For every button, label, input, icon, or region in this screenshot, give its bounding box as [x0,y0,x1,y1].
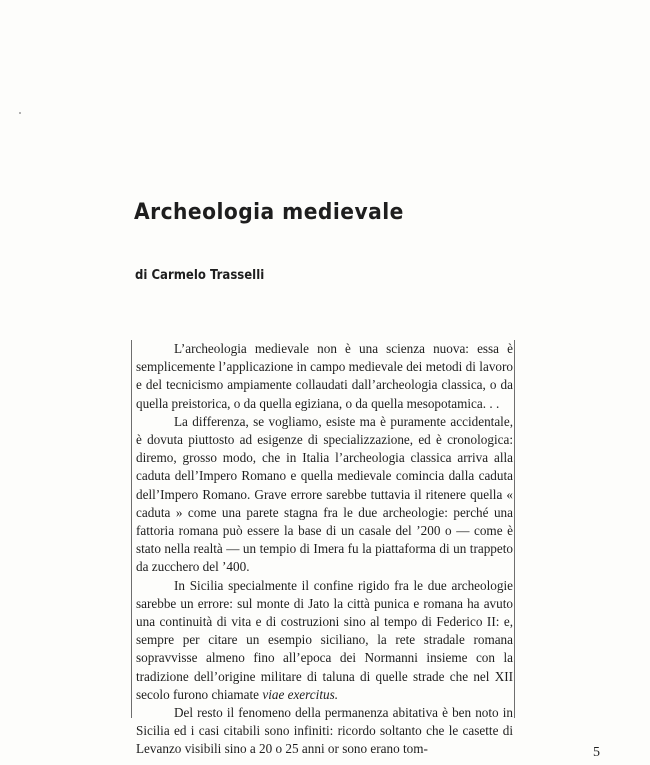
paragraph-3-italic: viae exercitus. [262,686,339,702]
scan-speck [19,112,21,114]
paragraph-4: Del resto il fenomeno della permanenza abitativa è ben noto in Sicilia ed i casi citabili sono infiniti: ricordo soltanto che le casette di Levanzo visibili sino a 20 o 25 anni or sono erano tom- [136,705,513,757]
paragraph-2: La differenza, se vogliamo, esiste ma è puramente accidentale, è dovuta piuttosto ad esigenze di specializzazione, ed è cronologica: diremo, grosso modo, che in Italia l’archeologia classica arriva alla caduta dell’Impero Romano e quella medievale comincia dalla caduta dell’Impero Romano. Grave errore sarebbe tuttavia il ritenere quella « caduta » come una parete stagna fra le due archeologie: perché una fattoria romana può essere la base di un casale del ’200 o — come è stato nella realtà — un tempio di Imera fu la piattaforma di un trappeto da zucchero del ’400. [136,413,513,575]
article-text-box [131,340,515,757]
page-number: 5 [593,745,600,760]
paragraph-3-text: In Sicilia specialmente il confine rigido fra le due archeologie sarebbe un errore: sul monte di Jato la città punica e romana ha avuto una continuità di vita e di costruzioni sino al tempo di Federico II: e, sempre per citare un esempio siciliano, la rete stradale romana sopravvisse almeno fino all’epoca dei Normanni insieme con la tradizione dell’origine militare di taluna di quelle strade che nel XII secolo furono chiamate [136,577,513,702]
paragraph-1: L’archeologia medievale non è una scienza nuova: essa è semplicemente l’applicazione in campo medievale dei metodi di lavoro e del tecnicismo ampiamente collaudati dall’archeologia classica, o da quella preistorica, o da quella egiziana, o da quella mesopotamica. . . [136,341,513,411]
article-title: Archeologia medievale [134,200,404,225]
paragraph-3 [136,577,513,704]
article-byline: di Carmelo Trasselli [135,268,265,283]
